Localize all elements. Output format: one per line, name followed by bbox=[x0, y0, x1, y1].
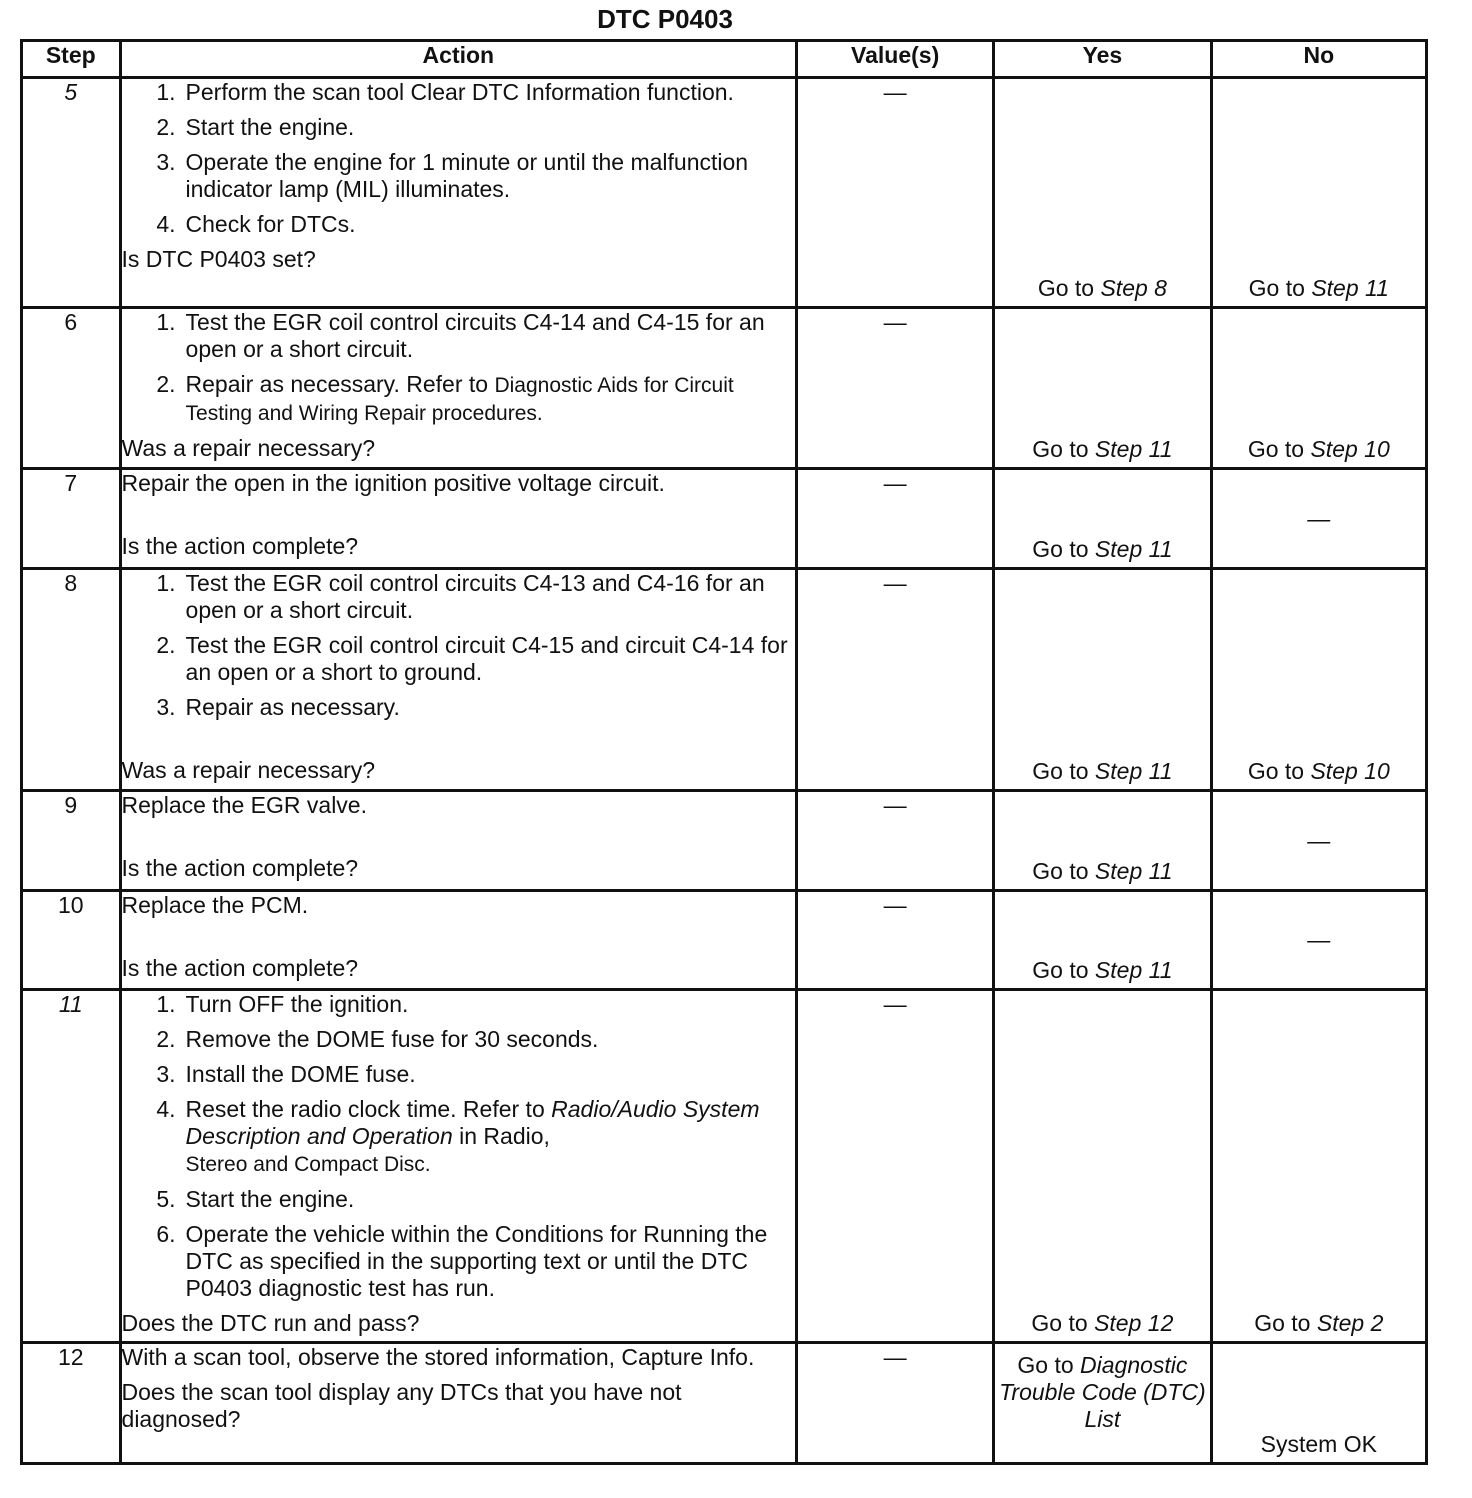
step-number: 5 bbox=[22, 78, 121, 308]
value-cell: — bbox=[797, 308, 994, 469]
table-row-step-8 bbox=[22, 569, 1427, 791]
yes-cell bbox=[994, 469, 1211, 569]
action-cell bbox=[120, 469, 797, 569]
action-item: 1. Perform the scan tool Clear DTC Information function. bbox=[156, 79, 734, 105]
action-question: Was a repair necessary? bbox=[121, 757, 376, 783]
table-row-step-11 bbox=[22, 990, 1427, 1343]
yes-link[interactable]: Go to Step 11 bbox=[1032, 536, 1173, 562]
no-cell bbox=[1211, 1343, 1426, 1464]
value-cell: — bbox=[797, 569, 994, 791]
action-text: Replace the EGR valve. bbox=[121, 792, 367, 818]
action-item: 2. Start the engine. bbox=[156, 114, 355, 140]
action-item: 2. Remove the DOME fuse for 30 seconds. bbox=[156, 1026, 599, 1052]
action-item: 1. Turn OFF the ignition. bbox=[156, 991, 409, 1017]
table-row-step-7 bbox=[22, 469, 1427, 569]
table-row-step-12 bbox=[22, 1343, 1427, 1464]
action-item: 1. Test the EGR coil control circuits C4-13 and C4-16 for an open or a short circuit. bbox=[156, 570, 765, 623]
no-cell bbox=[1211, 891, 1426, 990]
action-item: 3. Install the DOME fuse. bbox=[156, 1061, 416, 1087]
yes-link[interactable]: Go to Diagnostic Trouble Code (DTC) List bbox=[999, 1352, 1206, 1432]
table-row-step-5 bbox=[22, 78, 1427, 308]
no-cell bbox=[1211, 308, 1426, 469]
header-yes: Yes bbox=[994, 41, 1211, 78]
no-cell bbox=[1211, 990, 1426, 1343]
no-link[interactable]: Go to Step 10 bbox=[1247, 436, 1390, 462]
yes-link[interactable]: Go to Step 11 bbox=[1032, 858, 1173, 884]
action-item: 3. Operate the engine for 1 minute or until the malfunction indicator lamp (MIL) illuminates. bbox=[156, 149, 749, 202]
value-cell: — bbox=[797, 78, 994, 308]
step-number: 12 bbox=[22, 1343, 121, 1464]
step-number: 11 bbox=[22, 990, 121, 1343]
yes-cell bbox=[994, 1343, 1211, 1464]
action-item: 1. Test the EGR coil control circuits C4-14 and C4-15 for an open or a short circuit. bbox=[156, 309, 765, 362]
no-result: System OK bbox=[1260, 1431, 1377, 1457]
diagnostic-table bbox=[20, 39, 1428, 1465]
no-link[interactable]: Go to Step 11 bbox=[1248, 275, 1389, 301]
action-question: Is DTC P0403 set? bbox=[121, 246, 316, 272]
value-cell: — bbox=[797, 990, 994, 1343]
no-link[interactable]: Go to Step 10 bbox=[1247, 758, 1390, 784]
action-question: Is the action complete? bbox=[121, 533, 359, 559]
no-dash: — bbox=[1307, 827, 1331, 853]
value-cell: — bbox=[797, 469, 994, 569]
action-cell bbox=[120, 791, 797, 891]
action-question: Is the action complete? bbox=[121, 955, 359, 981]
yes-cell bbox=[994, 78, 1211, 308]
step-number: 8 bbox=[22, 569, 121, 791]
step-number: 10 bbox=[22, 891, 121, 990]
yes-link[interactable]: Go to Step 11 bbox=[1032, 758, 1173, 784]
action-cell bbox=[120, 990, 797, 1343]
yes-cell bbox=[994, 308, 1211, 469]
no-cell bbox=[1211, 469, 1426, 569]
action-question: Was a repair necessary? bbox=[121, 435, 376, 461]
header-row bbox=[22, 41, 1427, 78]
action-text: With a scan tool, observe the stored information, Capture Info. bbox=[121, 1344, 755, 1370]
table-row-step-10 bbox=[22, 891, 1427, 990]
action-cell bbox=[120, 569, 797, 791]
no-dash: — bbox=[1307, 926, 1331, 953]
value-cell: — bbox=[797, 791, 994, 891]
no-link[interactable]: Go to Step 2 bbox=[1254, 1310, 1384, 1336]
action-question: Is the action complete? bbox=[121, 855, 359, 881]
action-item: 3. Repair as necessary. bbox=[156, 694, 400, 720]
table-row-step-6 bbox=[22, 308, 1427, 469]
action-text: Repair the open in the ignition positive voltage circuit. bbox=[121, 470, 665, 496]
yes-link[interactable]: Go to Step 11 bbox=[1032, 436, 1173, 462]
value-cell: — bbox=[797, 1343, 994, 1464]
step-number: 6 bbox=[22, 308, 121, 469]
yes-link[interactable]: Go to Step 8 bbox=[1037, 275, 1167, 301]
yes-cell bbox=[994, 891, 1211, 990]
action-item: 2. Repair as necessary. Refer to Diagnostic Aids for Circuit Testing and Wiring Repair procedures. bbox=[156, 371, 734, 425]
step-number: 9 bbox=[22, 791, 121, 891]
action-item: 4. Reset the radio clock time. Refer to Radio/Audio System Description and Operation in Radio, Stereo and Compact Disc. bbox=[156, 1096, 760, 1176]
action-cell bbox=[120, 78, 797, 308]
action-cell bbox=[120, 308, 797, 469]
action-item: 5. Start the engine. bbox=[156, 1186, 355, 1212]
action-question: Does the scan tool display any DTCs that you have not diagnosed? bbox=[121, 1379, 682, 1432]
no-cell bbox=[1211, 569, 1426, 791]
yes-cell bbox=[994, 990, 1211, 1343]
action-item: 2. Test the EGR coil control circuit C4-15 and circuit C4-14 for an open or a short to ground. bbox=[156, 632, 788, 685]
step-number: 7 bbox=[22, 469, 121, 569]
header-step: Step bbox=[22, 41, 121, 78]
action-cell bbox=[120, 891, 797, 990]
no-cell bbox=[1211, 78, 1426, 308]
yes-link[interactable]: Go to Step 11 bbox=[1032, 957, 1173, 983]
page-title: DTC P0403 bbox=[597, 4, 733, 34]
no-cell bbox=[1211, 791, 1426, 891]
action-question: Does the DTC run and pass? bbox=[121, 1310, 420, 1336]
yes-cell bbox=[994, 569, 1211, 791]
header-no: No bbox=[1211, 41, 1426, 78]
value-cell: — bbox=[797, 891, 994, 990]
yes-cell bbox=[994, 791, 1211, 891]
no-dash: — bbox=[1307, 505, 1331, 531]
action-cell bbox=[120, 1343, 797, 1464]
header-action: Action bbox=[120, 41, 797, 78]
header-values: Value(s) bbox=[797, 41, 994, 78]
action-item: 6. Operate the vehicle within the Conditions for Running the DTC as specified in the supporting text or until the DTC P0403 diagnostic test has run. bbox=[156, 1221, 768, 1301]
action-item: 4. Check for DTCs. bbox=[156, 211, 356, 237]
action-text: Replace the PCM. bbox=[121, 892, 309, 918]
table-row-step-9 bbox=[22, 791, 1427, 891]
yes-link[interactable]: Go to Step 12 bbox=[1031, 1310, 1174, 1336]
